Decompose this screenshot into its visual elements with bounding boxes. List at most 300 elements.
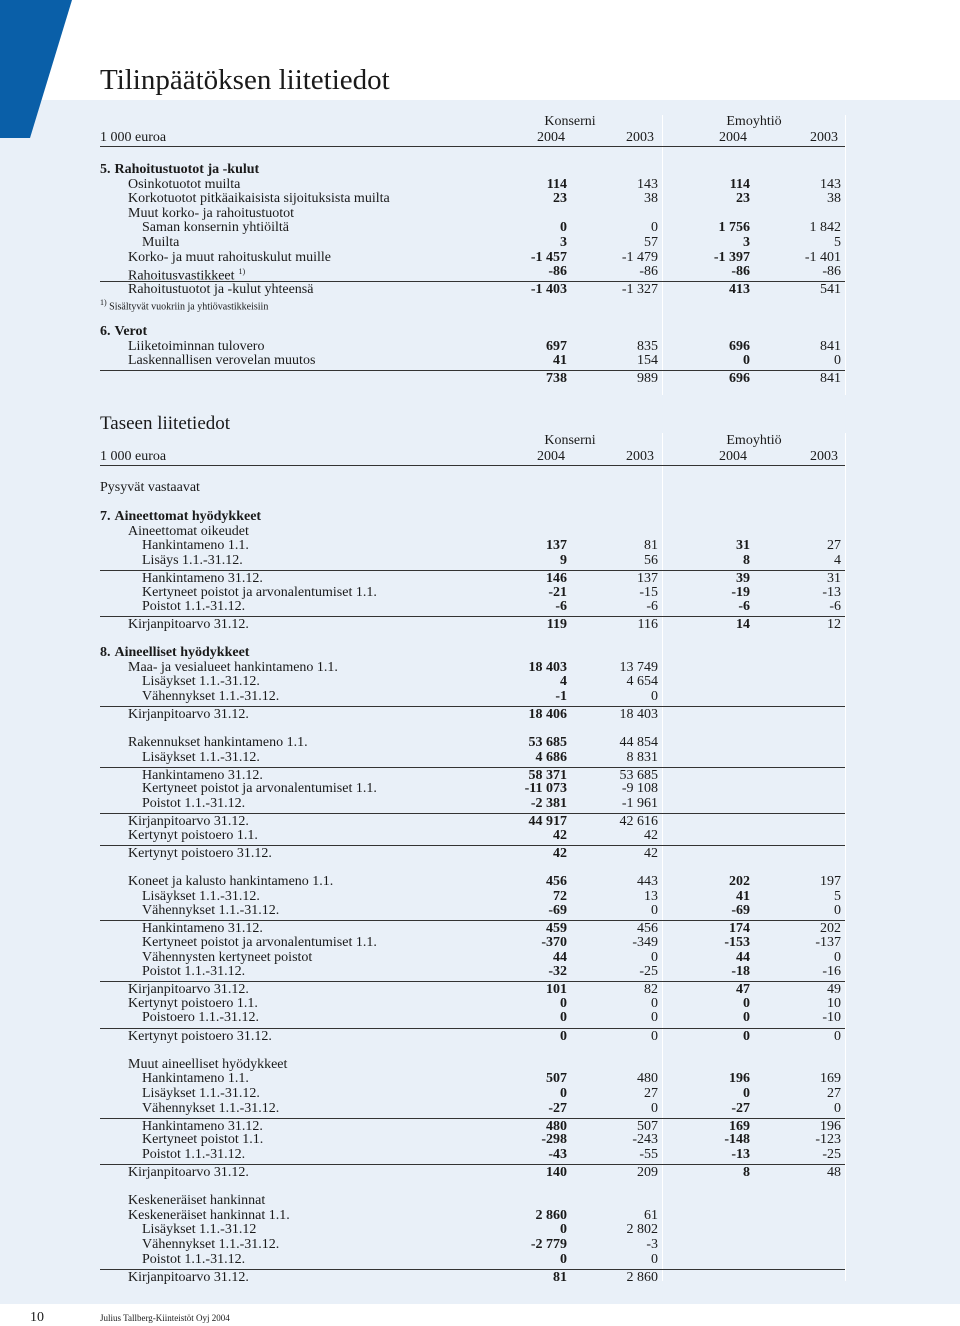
row-label-text: Kertyneet poistot 1.1. xyxy=(142,1132,264,1148)
row-label-text: Lisäykset 1.1.-31.12. xyxy=(142,749,260,765)
row-label-text: Aineettomat oikeudet xyxy=(128,523,249,539)
cell-value-col-1: 18 406 xyxy=(528,706,567,722)
row-label xyxy=(142,1222,256,1237)
cell-value-col-3: 1 756 xyxy=(718,220,750,236)
section-title-text: Rahoitustuotot ja -kulut xyxy=(114,162,260,177)
row-label xyxy=(128,524,249,539)
cell-value-col-3: 0 xyxy=(743,995,750,1011)
row-label-text: Hankintameno 31.12. xyxy=(142,767,263,783)
row-label-text: Kertyneet poistot ja arvonalentumiset 1.1. xyxy=(142,584,377,600)
cell-value-col-1: 0 xyxy=(560,1085,567,1101)
cell-value-col-2: 0 xyxy=(651,1251,658,1267)
column-separator xyxy=(845,433,846,1281)
section-title xyxy=(100,645,249,660)
header-row xyxy=(100,130,845,146)
cell-value-col-2: 18 403 xyxy=(619,706,658,722)
row-label xyxy=(128,353,315,368)
table-row xyxy=(100,191,845,206)
cell-value-col-1: 119 xyxy=(546,617,567,633)
cell-value-col-4: -13 xyxy=(822,584,841,600)
row-label-text: Poistot 1.1.-31.12. xyxy=(142,1146,246,1162)
cell-value-col-4: 841 xyxy=(820,371,841,387)
table-row xyxy=(100,689,845,704)
cell-value-col-4: 0 xyxy=(834,1028,841,1044)
row-label xyxy=(142,796,245,811)
cell-value-col-3: -1 397 xyxy=(713,249,750,265)
cell-value-col-3: 114 xyxy=(729,176,750,192)
row-label xyxy=(142,781,377,796)
table-row xyxy=(100,1086,845,1101)
row-label xyxy=(142,889,260,904)
row-label-text: Vähennykset 1.1.-31.12. xyxy=(142,1100,280,1116)
cell-value-col-1: -1 403 xyxy=(530,282,567,298)
cell-value-col-1: 101 xyxy=(546,982,567,998)
row-label-text: Koneet ja kalusto hankintameno 1.1. xyxy=(128,874,334,889)
cell-value-col-3: 696 xyxy=(729,371,750,387)
cell-value-col-4: 143 xyxy=(820,176,841,192)
year-col-3: 2004 xyxy=(719,130,747,145)
cell-value-col-2: 42 616 xyxy=(619,814,658,830)
cell-value-col-1: 18 403 xyxy=(528,659,567,675)
row-label xyxy=(128,191,390,206)
section-title-text: Verot xyxy=(114,324,148,339)
table-row xyxy=(100,903,845,918)
cell-value-col-1: 0 xyxy=(560,1010,567,1026)
cell-value-col-3: 0 xyxy=(743,1085,750,1101)
row-label xyxy=(142,903,279,918)
table-row xyxy=(100,845,845,861)
table-row xyxy=(100,735,845,750)
cell-value-col-2: 13 749 xyxy=(619,659,658,675)
cell-value-col-1: -69 xyxy=(548,903,567,919)
section-number: 7. xyxy=(100,509,111,524)
cell-value-col-2: -9 108 xyxy=(621,781,658,797)
row-label xyxy=(142,1147,245,1162)
cell-value-col-1: 42 xyxy=(553,827,567,843)
table-row xyxy=(100,1071,845,1086)
table-row xyxy=(100,920,845,936)
row-label xyxy=(142,1086,260,1101)
cell-value-col-4: 5 xyxy=(834,888,841,904)
header-konserni: Konserni xyxy=(544,114,596,129)
row-label xyxy=(128,996,258,1011)
column-separator xyxy=(845,115,846,395)
header-konserni-2: Konserni xyxy=(544,433,596,448)
section-heading xyxy=(100,509,845,524)
cell-value-col-2: 44 854 xyxy=(619,735,658,751)
row-label-text: Vähennykset 1.1.-31.12. xyxy=(142,1236,280,1252)
cell-value-col-3: 0 xyxy=(743,1010,750,1026)
cell-value-col-1: -298 xyxy=(541,1132,567,1148)
cell-value-col-2: 835 xyxy=(637,338,658,354)
cell-value-col-1: 137 xyxy=(546,538,567,554)
cell-value-col-2: 2 802 xyxy=(626,1222,658,1238)
row-label xyxy=(142,220,289,235)
cell-value-col-3: 23 xyxy=(736,191,750,207)
cell-value-col-1: 0 xyxy=(560,220,567,236)
row-label-text: Lisäykset 1.1.-31.12. xyxy=(142,674,260,690)
cell-value-col-1: 44 xyxy=(553,949,567,965)
cell-value-col-4: -1 401 xyxy=(804,249,841,265)
cell-value-col-4: 48 xyxy=(827,1164,841,1180)
row-label xyxy=(128,846,272,861)
cell-value-col-2: 27 xyxy=(644,1085,658,1101)
cell-value-col-1: -2 381 xyxy=(530,796,567,811)
header-rule xyxy=(100,146,845,147)
row-label-text: Kirjanpitoarvo 31.12. xyxy=(128,1269,249,1285)
row-label-text: Kirjanpitoarvo 31.12. xyxy=(128,617,249,633)
table-row xyxy=(100,281,845,297)
row-label-text: Hankintameno 31.12. xyxy=(142,1118,263,1134)
row-label-text: Lisäykset 1.1.-31.12. xyxy=(142,1085,260,1101)
cell-value-col-2: 0 xyxy=(651,220,658,236)
cell-value-col-3: 413 xyxy=(729,282,750,298)
cell-value-col-4: 196 xyxy=(820,1118,841,1134)
row-label-text: Hankintameno 31.12. xyxy=(142,570,263,586)
row-label xyxy=(128,1165,249,1180)
table-row xyxy=(100,796,845,811)
cell-value-col-2: 0 xyxy=(651,995,658,1011)
section-number: 8. xyxy=(100,645,111,660)
unit-label-2: 1 000 euroa xyxy=(100,449,167,464)
footnote-text: Sisältyvät vuokriin ja yhtiövastikkeisiin xyxy=(109,301,269,313)
page-number: 10 xyxy=(30,1310,44,1325)
table-row xyxy=(100,1208,845,1223)
table-row xyxy=(100,250,845,265)
row-label xyxy=(142,674,260,689)
section-heading xyxy=(100,645,845,660)
row-label-text: Maa- ja vesialueet hankintameno 1.1. xyxy=(128,659,338,675)
cell-value-col-2: 137 xyxy=(637,570,658,586)
cell-value-col-1: 9 xyxy=(560,552,567,568)
cell-value-col-3: 0 xyxy=(743,353,750,369)
row-label-text: Poistot 1.1.-31.12. xyxy=(142,1251,246,1267)
row-label-text: Osinkotuotot muilta xyxy=(128,176,241,192)
row-label xyxy=(142,935,377,950)
cell-value-col-1: 0 xyxy=(560,1222,567,1238)
cell-value-col-2: 0 xyxy=(651,1028,658,1044)
cell-value-col-1: 4 xyxy=(560,674,567,690)
row-label xyxy=(128,707,249,722)
table-row xyxy=(100,1010,845,1025)
header-rule-2 xyxy=(100,465,845,466)
cell-value-col-3: -27 xyxy=(731,1100,750,1116)
row-label xyxy=(142,1071,249,1086)
cell-value-col-1: -1 xyxy=(555,688,567,704)
cell-value-col-2: 42 xyxy=(644,845,658,861)
cell-value-col-4: 12 xyxy=(827,617,841,633)
cell-value-col-2: 143 xyxy=(637,176,658,192)
row-label-text: Kertyneet poistot ja arvonalentumiset 1.1. xyxy=(142,934,377,950)
row-label xyxy=(128,1193,265,1208)
cell-value-col-2: -15 xyxy=(639,584,658,600)
cell-value-col-2: 42 xyxy=(644,827,658,843)
table-row xyxy=(100,538,845,553)
section-number: 6. xyxy=(100,324,111,339)
cell-value-col-1: 114 xyxy=(546,176,567,192)
row-label-text: Kirjanpitoarvo 31.12. xyxy=(128,706,249,722)
table-row xyxy=(100,767,845,783)
cell-value-col-3: 3 xyxy=(743,235,750,250)
cell-value-col-3: -6 xyxy=(738,599,750,615)
row-label xyxy=(128,1057,287,1072)
table-row xyxy=(100,616,845,632)
cell-value-col-1: 81 xyxy=(553,1269,567,1285)
section-title xyxy=(100,509,261,524)
footnote-marker: 1) xyxy=(100,298,107,307)
year-col-3-2: 2004 xyxy=(719,449,747,464)
cell-value-col-4: -6 xyxy=(829,599,841,615)
row-label xyxy=(142,599,245,614)
row-label-text: Kirjanpitoarvo 31.12. xyxy=(128,814,249,830)
row-label-text: Liiketoiminnan tulovero xyxy=(128,338,265,354)
cell-value-col-3: -153 xyxy=(724,934,750,950)
table-row xyxy=(100,235,845,250)
table-row xyxy=(100,1237,845,1252)
row-label-text: Rahoitusvastikkeet xyxy=(128,268,235,284)
cell-value-col-2: 61 xyxy=(644,1207,658,1223)
table-row xyxy=(100,1252,845,1267)
cell-value-col-4: 0 xyxy=(834,353,841,369)
section-number: 5. xyxy=(100,162,111,177)
row-label-text: Kertynyt poistoero 1.1. xyxy=(128,827,258,843)
cell-value-col-1: -11 073 xyxy=(524,781,567,797)
row-label-text: Muilta xyxy=(142,235,180,250)
row-label xyxy=(128,874,333,889)
cell-value-col-1: 459 xyxy=(546,921,567,937)
table-row xyxy=(100,981,845,997)
cell-value-col-3: 47 xyxy=(736,982,750,998)
cell-value-col-1: 697 xyxy=(546,338,567,354)
row-label xyxy=(142,1252,245,1267)
cell-value-col-1: -86 xyxy=(548,264,567,280)
cell-value-col-2: 8 831 xyxy=(626,749,658,765)
table-row xyxy=(100,1147,845,1162)
cell-value-col-2: 82 xyxy=(644,982,658,998)
cell-value-col-3: -19 xyxy=(731,584,750,600)
cell-value-col-2: 456 xyxy=(637,921,658,937)
cell-value-col-2: -1 961 xyxy=(621,796,658,811)
cell-value-col-4: -137 xyxy=(815,934,841,950)
table-row xyxy=(100,996,845,1011)
row-label-text: Muut aineelliset hyödykkeet xyxy=(128,1056,288,1072)
table-row xyxy=(100,1028,845,1044)
row-label xyxy=(142,235,179,250)
year-col-4: 2003 xyxy=(810,130,838,145)
section-title xyxy=(100,162,259,177)
table-row xyxy=(100,206,845,221)
cell-value-col-3: 174 xyxy=(729,921,750,937)
cell-value-col-1: 0 xyxy=(560,1028,567,1044)
cell-value-col-2: 209 xyxy=(637,1164,658,1180)
cell-value-col-4: -16 xyxy=(822,964,841,980)
row-label-text: Keskeneräiset hankinnat 1.1. xyxy=(128,1207,290,1223)
cell-value-col-2: -243 xyxy=(632,1132,658,1148)
cell-value-col-2: 480 xyxy=(637,1071,658,1087)
cell-value-col-1: -2 779 xyxy=(530,1236,567,1252)
cell-value-col-2: -6 xyxy=(646,599,658,615)
cell-value-col-4: -123 xyxy=(815,1132,841,1148)
table-row xyxy=(100,599,845,614)
table-row xyxy=(100,370,845,386)
row-label xyxy=(128,282,313,297)
section-title-text: Aineelliset hyödykkeet xyxy=(114,645,250,660)
cell-value-col-4: 0 xyxy=(834,1100,841,1116)
page-title: Tilinpäätöksen liitetiedot xyxy=(100,64,390,96)
cell-value-col-1: -43 xyxy=(548,1146,567,1162)
cell-value-col-2: 0 xyxy=(651,949,658,965)
table-row xyxy=(100,1101,845,1116)
cell-value-col-2: -3 xyxy=(646,1236,658,1252)
row-label xyxy=(142,689,279,704)
table-row xyxy=(100,660,845,675)
table-row xyxy=(100,553,845,568)
cell-value-col-1: 507 xyxy=(546,1071,567,1087)
cell-value-col-4: 31 xyxy=(827,570,841,586)
cell-value-col-2: 989 xyxy=(637,371,658,387)
section-title-text: Aineettomat hyödykkeet xyxy=(114,509,262,524)
table-row xyxy=(100,706,845,722)
cell-value-col-3: 8 xyxy=(743,552,750,568)
table-row xyxy=(100,264,845,284)
cell-value-col-4: 202 xyxy=(820,921,841,937)
cell-value-col-3: 202 xyxy=(729,874,750,889)
cell-value-col-2: -55 xyxy=(639,1146,658,1162)
cell-value-col-3: 0 xyxy=(743,1028,750,1044)
cell-value-col-4: 169 xyxy=(820,1071,841,1087)
table-row xyxy=(100,1057,845,1072)
row-label xyxy=(142,1237,279,1252)
section-heading xyxy=(100,162,845,177)
cell-value-col-2: 116 xyxy=(637,617,658,633)
row-label-text: Kertynyt poistoero 31.12. xyxy=(128,1028,272,1044)
row-label xyxy=(142,1101,279,1116)
row-label-text: Hankintameno 31.12. xyxy=(142,921,263,937)
cell-value-col-4: 49 xyxy=(827,982,841,998)
row-label-text: Rahoitustuotot ja -kulut yhteensä xyxy=(128,282,314,298)
cell-value-col-4: 197 xyxy=(820,874,841,889)
header-row-2 xyxy=(100,449,845,465)
cell-value-col-4: 841 xyxy=(820,338,841,354)
cell-value-col-2: 507 xyxy=(637,1118,658,1134)
year-col-4-2: 2003 xyxy=(810,449,838,464)
cell-value-col-1: -27 xyxy=(548,1100,567,1116)
table-row xyxy=(100,1222,845,1237)
cell-value-col-3: 196 xyxy=(729,1071,750,1087)
cell-value-col-3: -86 xyxy=(731,264,750,280)
row-label-text: Lisäykset 1.1.-31.12. xyxy=(142,888,260,904)
table-row xyxy=(100,674,845,689)
cell-value-col-1: 0 xyxy=(560,995,567,1011)
table-row xyxy=(100,964,845,979)
table-row xyxy=(100,1164,845,1180)
header-emoyhtio: Emoyhtiö xyxy=(726,114,782,129)
row-label xyxy=(128,828,258,843)
table-row xyxy=(100,874,845,889)
cell-value-col-2: 0 xyxy=(651,1010,658,1026)
cell-value-col-3: 696 xyxy=(729,338,750,354)
row-label-text: Vähennykset 1.1.-31.12. xyxy=(142,688,280,704)
cell-value-col-1: -6 xyxy=(555,599,567,615)
row-label-text: Poistot 1.1.-31.12. xyxy=(142,796,246,811)
cell-value-col-2: 4 654 xyxy=(626,674,658,690)
row-label-text: Kirjanpitoarvo 31.12. xyxy=(128,982,249,998)
row-label-text: Keskeneräiset hankinnat xyxy=(128,1193,266,1209)
year-col-2: 2003 xyxy=(626,130,654,145)
row-label xyxy=(142,1010,259,1025)
cell-value-col-2: 38 xyxy=(644,191,658,207)
cell-value-col-2: 443 xyxy=(637,874,658,889)
section-heading xyxy=(100,324,845,339)
cell-value-col-1: -1 457 xyxy=(530,249,567,265)
row-label-text: Poistot 1.1.-31.12. xyxy=(142,964,246,980)
table-row xyxy=(100,935,845,950)
row-label-text: Kertynyt poistoero 1.1. xyxy=(128,995,258,1011)
year-col-1-2: 2004 xyxy=(537,449,565,464)
row-label-text: Saman konsernin yhtiöiltä xyxy=(142,220,289,236)
cell-value-col-2: 57 xyxy=(644,235,658,250)
cell-value-col-1: 42 xyxy=(553,845,567,861)
table-row xyxy=(100,1132,845,1147)
cell-value-col-3: -148 xyxy=(724,1132,750,1148)
row-label-text: Muut korko- ja rahoitustuotot xyxy=(128,205,295,221)
row-label-text: Rakennukset hankintameno 1.1. xyxy=(128,735,308,751)
table-row xyxy=(100,1269,845,1285)
cell-value-col-2: 2 860 xyxy=(626,1269,658,1285)
cell-value-col-1: 456 xyxy=(546,874,567,889)
cell-value-col-1: -370 xyxy=(541,934,567,950)
cell-value-col-1: 3 xyxy=(560,235,567,250)
table-row xyxy=(100,813,845,829)
cell-value-col-4: 27 xyxy=(827,1085,841,1101)
cell-value-col-1: 53 685 xyxy=(528,735,567,751)
cell-value-col-4: -86 xyxy=(822,264,841,280)
cell-value-col-1: 0 xyxy=(560,1251,567,1267)
cell-value-col-1: 738 xyxy=(546,371,567,387)
table-row xyxy=(100,570,845,586)
cell-value-col-2: 56 xyxy=(644,552,658,568)
year-col-1: 2004 xyxy=(537,130,565,145)
row-label-text: Kirjanpitoarvo 31.12. xyxy=(128,1164,249,1180)
cell-value-col-3: 169 xyxy=(729,1118,750,1134)
table-row xyxy=(100,1118,845,1134)
row-label xyxy=(142,950,312,965)
cell-value-col-3: -69 xyxy=(731,903,750,919)
row-label-text: Hankintameno 1.1. xyxy=(142,1071,249,1087)
cell-value-col-4: 27 xyxy=(827,538,841,554)
cell-value-col-4: 4 xyxy=(834,552,841,568)
table-row xyxy=(100,950,845,965)
unit-label: 1 000 euroa xyxy=(100,130,167,145)
cell-value-col-1: -32 xyxy=(548,964,567,980)
header-emoyhtio-2: Emoyhtiö xyxy=(726,433,782,448)
cell-value-col-2: 0 xyxy=(651,903,658,919)
cell-value-col-2: -25 xyxy=(639,964,658,980)
row-label-text: Laskennallisen verovelan muutos xyxy=(128,353,316,369)
table-row xyxy=(100,1193,845,1208)
table-row xyxy=(100,585,845,600)
cell-value-col-4: -10 xyxy=(822,1010,841,1026)
cell-value-col-3: 41 xyxy=(736,888,750,904)
row-label xyxy=(128,617,249,632)
cell-value-col-3: 8 xyxy=(743,1164,750,1180)
row-label-text: Lisäys 1.1.-31.12. xyxy=(142,552,243,568)
cell-value-col-4: 38 xyxy=(827,191,841,207)
table-row xyxy=(100,353,845,368)
row-label xyxy=(142,750,260,765)
row-label xyxy=(128,177,240,192)
cell-value-col-4: -25 xyxy=(822,1146,841,1162)
